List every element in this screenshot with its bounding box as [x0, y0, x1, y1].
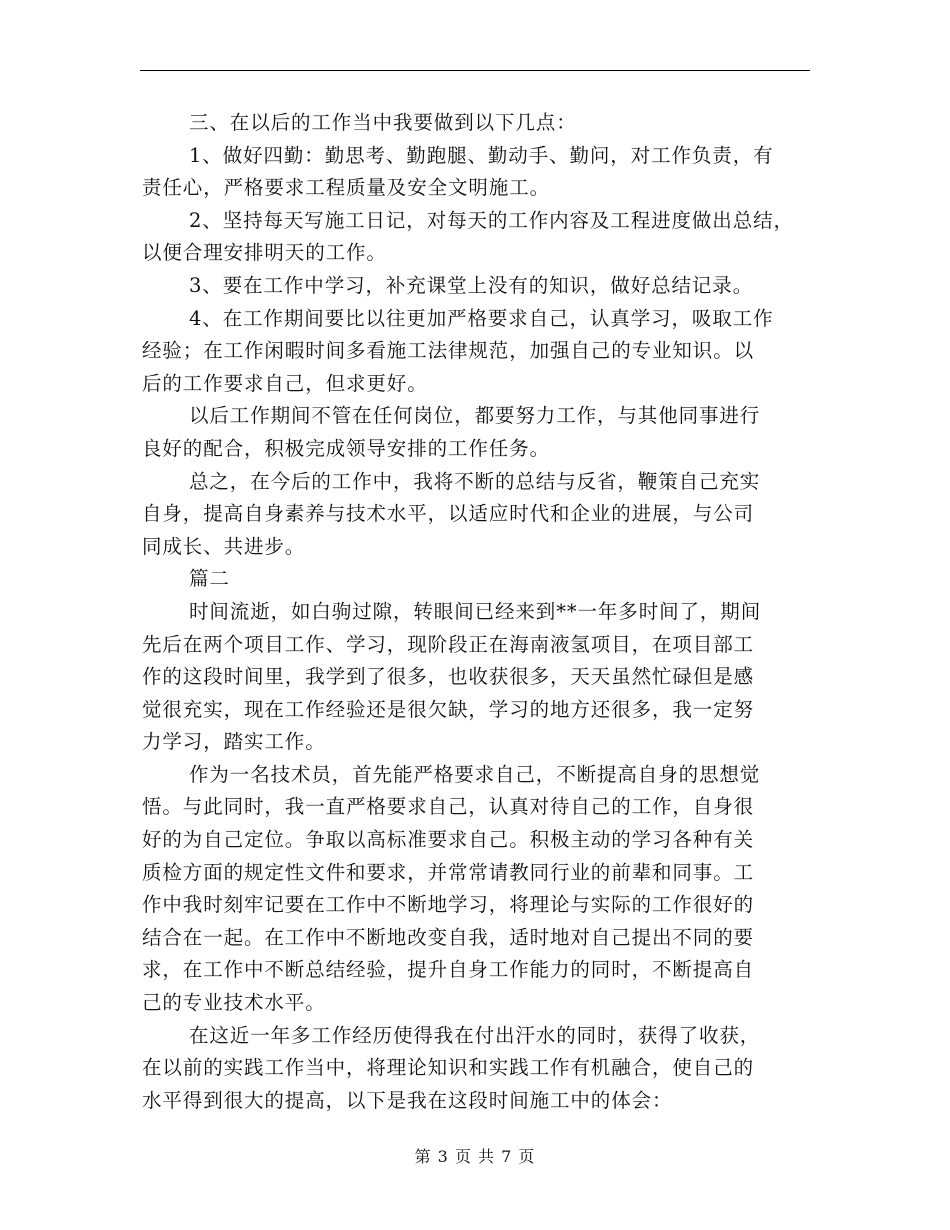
text-line: 以便合理安排明天的工作。	[142, 241, 387, 265]
text-line: 三、在以后的工作当中我要做到以下几点：	[189, 111, 577, 134]
text-line: 水平得到很大的提高，以下是我在这段时间施工中的体会：	[142, 1088, 673, 1112]
text-line: 质检方面的规定性文件和要求，并常常请教同行业的前辈和同事。工	[142, 860, 755, 884]
text-line: 1、做好四勤：勤思考、勤跑腿、勤动手、勤问，对工作负责，有	[189, 143, 774, 167]
text-line: 在这近一年多工作经历使得我在付出汗水的同时，获得了收获，	[189, 1023, 761, 1047]
text-line: 先后在两个项目工作、学习，现阶段正在海南液氢项目，在项目部工	[142, 632, 755, 656]
text-line: 己的专业技术水平。	[142, 991, 326, 1015]
text-line: 求，在工作中不断总结经验，提升自身工作能力的同时，不断提高自	[142, 958, 755, 982]
text-line: 作为一名技术员，首先能严格要求自己，不断提高自身的思想觉	[189, 762, 761, 786]
text-line: 后的工作要求自己，但求更好。	[142, 371, 428, 395]
document-body	[142, 107, 822, 1117]
text-line: 总之，在今后的工作中，我将不断的总结与反省，鞭策自己充实	[189, 469, 761, 493]
text-line: 好的为自己定位。争取以高标准要求自己。积极主动的学习各种有关	[142, 828, 755, 852]
text-line: 力学习，踏实工作。	[142, 730, 326, 754]
text-line: 经验；在工作闲暇时间多看施工法律规范，加强自己的专业知识。以	[142, 339, 755, 363]
text-line: 结合在一起。在工作中不断地改变自我，适时地对自己提出不同的要	[142, 925, 755, 949]
text-line: 同成长、共进步。	[142, 534, 306, 558]
text-line: 2、坚持每天写施工日记，对每天的工作内容及工程进度做出总结，	[189, 208, 794, 232]
text-line: 自身，提高自身素养与技术水平，以适应时代和企业的进展，与公司	[142, 502, 755, 526]
text-line: 良好的配合，积极完成领导安排的工作任务。	[142, 436, 551, 460]
text-line: 责任心，严格要求工程质量及安全文明施工。	[142, 176, 551, 200]
text-line: 3、要在工作中学习，补充课堂上没有的知识，做好总结记录。	[189, 273, 754, 297]
text-line: 觉很充实，现在工作经验还是很欠缺，学习的地方还很多，我一定努	[142, 697, 755, 721]
page-number: 第 3 页 共 7 页	[414, 1147, 536, 1166]
header-rule	[140, 70, 810, 71]
text-line: 4、在工作期间要比以往更加严格要求自己，认真学习，吸取工作	[189, 306, 774, 330]
text-line: 悟。与此同时，我一直严格要求自己，认真对待自己的工作，自身很	[142, 795, 755, 819]
text-line: 时间流逝，如白驹过隙，转眼间已经来到**一年多时间了，期间	[189, 599, 762, 623]
text-line: 作中我时刻牢记要在工作中不断地学习，将理论与实际的工作很好的	[142, 893, 755, 917]
text-line: 以后工作期间不管在任何岗位，都要努力工作，与其他同事进行	[189, 404, 761, 428]
text-line: 作的这段时间里，我学到了很多，也收获很多，天天虽然忙碌但是感	[142, 665, 755, 689]
text-line: 在以前的实践工作当中，将理论知识和实践工作有机融合，使自己的	[142, 1056, 755, 1080]
text-line: 篇二	[189, 567, 230, 591]
